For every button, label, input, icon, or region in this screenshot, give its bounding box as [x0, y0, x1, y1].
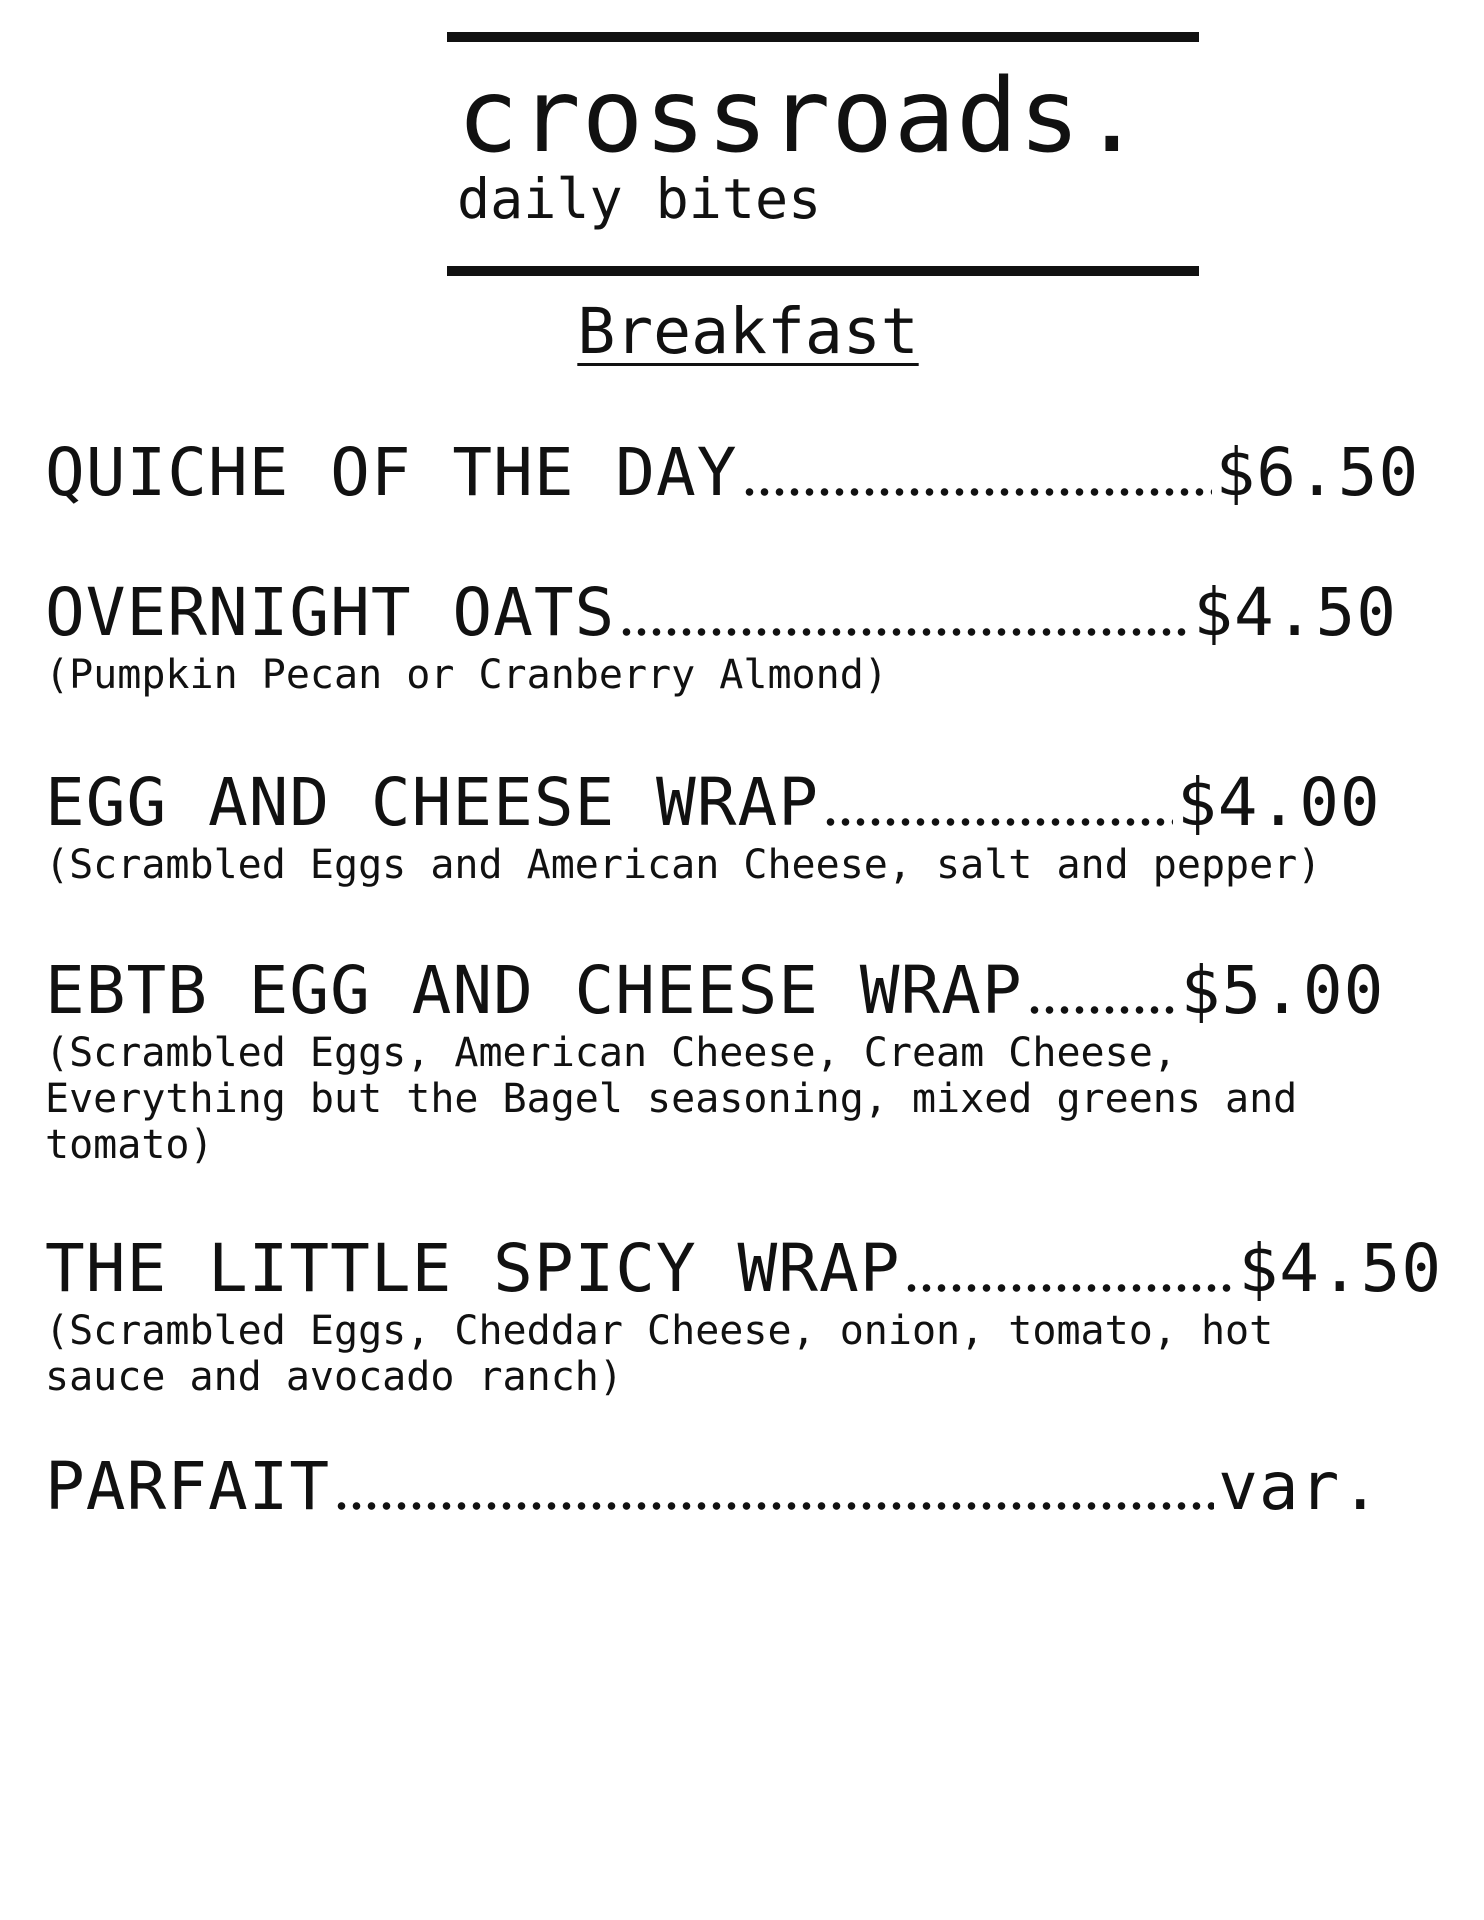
menu-item — [45, 764, 1381, 888]
brand-name: crossroads. — [457, 57, 1144, 176]
masthead — [447, 32, 1199, 280]
masthead-top-rule — [447, 32, 1199, 42]
menu-item-description: (Scrambled Eggs, American Cheese, Cream Cheese, Everything but the Bagel seasoning, mixed greens and tomato) — [45, 1030, 1298, 1168]
menu-item-price: var. — [1218, 1448, 1382, 1525]
menu-item-description: (Scrambled Eggs and American Cheese, salt and pepper) — [45, 842, 1322, 888]
menu-item-name: OVERNIGHT OATS — [45, 574, 616, 651]
menu-item-description: (Pumpkin Pecan or Cranberry Almond) — [45, 652, 888, 698]
dot-leader — [823, 818, 1173, 826]
menu-item-price: $4.50 — [1238, 1230, 1443, 1307]
section-title: Breakfast — [577, 295, 919, 368]
menu-item-row — [45, 1448, 1382, 1525]
section-heading — [0, 295, 1484, 368]
menu-item — [45, 574, 1397, 698]
menu-item-row — [45, 764, 1381, 841]
menu-item-name: EBTB EGG AND CHEESE WRAP — [45, 952, 1023, 1029]
brand-tagline: daily bites — [457, 167, 822, 231]
menu-item-price: $5.00 — [1180, 952, 1385, 1029]
menu-item — [45, 434, 1420, 511]
menu-item-row — [45, 1230, 1443, 1307]
menu-item — [45, 1230, 1443, 1400]
dot-leader — [619, 628, 1189, 636]
menu-item-row — [45, 952, 1385, 1029]
masthead-bottom-rule — [447, 266, 1199, 276]
dot-leader — [904, 1284, 1234, 1292]
dot-leader — [1027, 1006, 1177, 1014]
menu-item-name: EGG AND CHEESE WRAP — [45, 764, 819, 841]
menu-item-price: $4.50 — [1193, 574, 1397, 651]
menu-item-name: PARFAIT — [45, 1448, 331, 1525]
menu-item-row — [45, 434, 1420, 511]
menu-item — [45, 952, 1385, 1168]
menu-item-name: QUICHE OF THE DAY — [45, 434, 738, 511]
menu-item-price: $6.50 — [1215, 434, 1420, 511]
menu-item-price: $4.00 — [1176, 764, 1381, 841]
menu-item-name: THE LITTLE SPICY WRAP — [45, 1230, 901, 1307]
menu-item — [45, 1448, 1382, 1525]
menu-item-description: (Scrambled Eggs, Cheddar Cheese, onion, tomato, hot sauce and avocado ranch) — [45, 1308, 1274, 1400]
dot-leader — [334, 1502, 1214, 1510]
menu-item-row — [45, 574, 1397, 651]
dot-leader — [742, 488, 1212, 496]
